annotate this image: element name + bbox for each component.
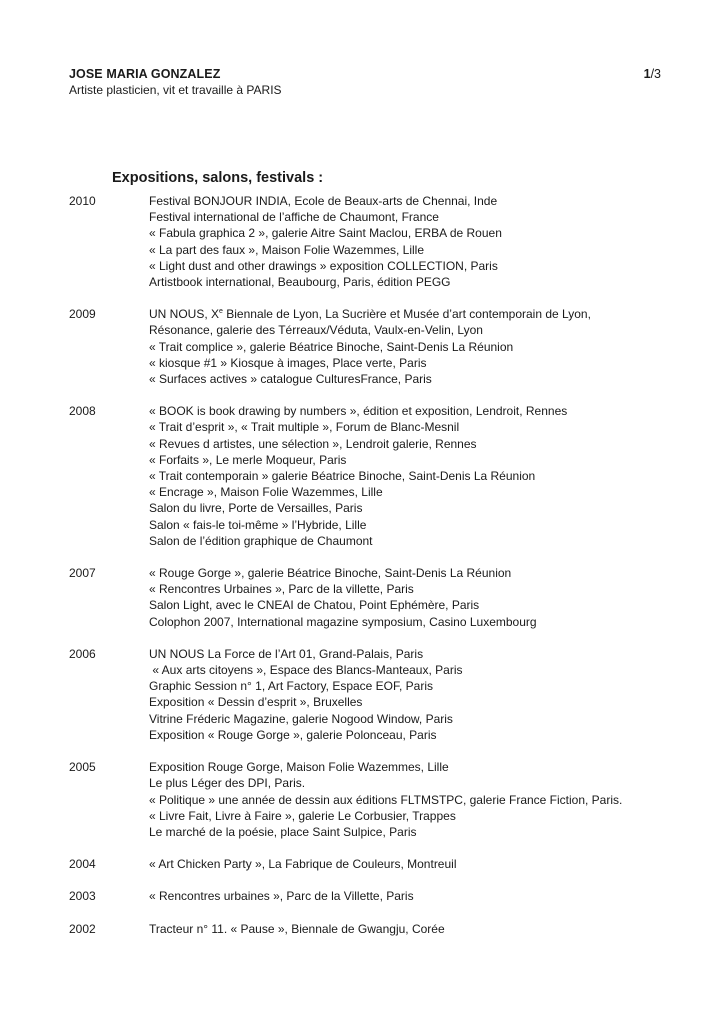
list-item: « Art Chicken Party », La Fabrique de Couleurs, Montreuil xyxy=(149,857,457,872)
artist-name: JOSE MARIA GONZALEZ xyxy=(69,67,221,81)
year-block-2006 xyxy=(69,646,669,743)
list-item: UN NOUS La Force de l’Art 01, Grand-Palais, Paris xyxy=(149,646,424,661)
superscript: e xyxy=(219,308,223,316)
list-item: « Revues d artistes, une sélection », Lendroit galerie, Rennes xyxy=(149,436,477,451)
list-item: Festival BONJOUR INDIA, Ecole de Beaux-arts de Chennai, Inde xyxy=(149,194,498,208)
year-block-2002 xyxy=(69,921,669,937)
list-item: Festival international de l’affiche de Chaumont, France xyxy=(149,210,439,225)
list-item: Salon du livre, Porte de Versailles, Paris xyxy=(149,501,363,516)
list-item: « Livre Fait, Livre à Faire », galerie Le Corbusier, Trappes xyxy=(149,808,456,823)
page-number xyxy=(644,66,661,82)
list-item: Salon Light, avec le CNEAI de Chatou, Point Ephémère, Paris xyxy=(149,598,480,613)
list-item: « Light dust and other drawings » exposition COLLECTION, Paris xyxy=(149,258,498,273)
year-label: 2004 xyxy=(69,857,96,872)
year-label: 2002 xyxy=(69,921,96,936)
list-item: « kiosque #1 » Kiosque à images, Place verte, Paris xyxy=(149,355,427,370)
list-item: Le marché de la poésie, place Saint Sulpice, Paris xyxy=(149,824,417,839)
year-label: 2010 xyxy=(69,194,96,208)
list-item: « Rencontres urbaines », Parc de la Villette, Paris xyxy=(149,889,414,904)
list-item: « Trait d’esprit », « Trait multiple », Forum de Blanc-Mesnil xyxy=(149,420,460,435)
list-item: Artistbook international, Beaubourg, Paris, édition PEGG xyxy=(149,275,451,290)
list-item: Exposition « Dessin d’esprit », Bruxelles xyxy=(149,695,363,710)
year-label: 2007 xyxy=(69,566,96,581)
year-block-2007 xyxy=(69,565,669,630)
list-item: Le plus Léger des DPI, Paris. xyxy=(149,776,306,791)
list-item: Résonance, galerie des Térreaux/Véduta, Vaulx-en-Velin, Lyon xyxy=(149,323,483,338)
list-item: Graphic Session n° 1, Art Factory, Espace EOF, Paris xyxy=(149,679,434,694)
year-label: 2008 xyxy=(69,404,96,419)
page-current: 1 xyxy=(643,67,651,81)
list-item: Salon « fais-le toi-même » l’Hybride, Lille xyxy=(149,517,367,532)
list-item-prefix: UN NOUS, X xyxy=(149,307,220,322)
list-item: Exposition Rouge Gorge, Maison Folie Wazemmes, Lille xyxy=(149,760,449,775)
list-item: « Rencontres Urbaines », Parc de la villette, Paris xyxy=(149,582,414,597)
page-total: /3 xyxy=(650,67,661,81)
year-block-2003 xyxy=(69,888,669,904)
list-item: « Surfaces actives » catalogue CulturesFrance, Paris xyxy=(149,372,432,387)
list-item: Tracteur n° 11. « Pause », Biennale de Gwangju, Corée xyxy=(149,921,445,936)
year-block-2004 xyxy=(69,856,669,872)
list-item: « Trait contemporain » galerie Béatrice Binoche, Saint-Denis La Réunion xyxy=(149,469,536,484)
list-item: « Aux arts citoyens », Espace des Blancs-Manteaux, Paris xyxy=(149,663,463,678)
year-label: 2006 xyxy=(69,646,96,661)
list-item: « BOOK is book drawing by numbers », édition et exposition, Lendroit, Rennes xyxy=(149,404,568,419)
list-item: « Trait complice », galerie Béatrice Binoche, Saint-Denis La Réunion xyxy=(149,339,514,354)
list-item: « Forfaits », Le merle Moqueur, Paris xyxy=(149,452,347,467)
list-item: Salon de l’édition graphique de Chaumont xyxy=(149,533,373,548)
list-item: Vitrine Fréderic Magazine, galerie Nogood Window, Paris xyxy=(149,711,453,726)
year-label: 2009 xyxy=(69,307,96,322)
list-item-text: Biennale de Lyon, La Sucrière et Musée d’art contemporain de Lyon, xyxy=(226,307,591,322)
list-item: « Encrage », Maison Folie Wazemmes, Lille xyxy=(149,485,383,500)
list-item: Colophon 2007, International magazine symposium, Casino Luxembourg xyxy=(149,614,537,629)
list-item: « La part des faux », Maison Folie Wazemmes, Lille xyxy=(149,242,425,257)
year-block-2010 xyxy=(69,193,669,290)
exhibition-list xyxy=(69,193,669,953)
list-item xyxy=(149,306,669,322)
year-label: 2003 xyxy=(69,889,96,904)
document-header xyxy=(69,66,661,98)
list-item: « Politique » une année de dessin aux éditions FLTMSTPC, galerie France Fiction, Paris. xyxy=(149,792,623,807)
year-label: 2005 xyxy=(69,760,96,775)
artist-subtitle: Artiste plasticien, vit et travaille à PARIS xyxy=(69,83,282,97)
list-item: « Fabula graphica 2 », galerie Aitre Saint Maclou, ERBA de Rouen xyxy=(149,226,502,241)
year-block-2005 xyxy=(69,759,669,840)
list-item: « Rouge Gorge », galerie Béatrice Binoche, Saint-Denis La Réunion xyxy=(149,566,512,581)
list-item: Exposition « Rouge Gorge », galerie Polonceau, Paris xyxy=(149,727,437,742)
year-block-2009 xyxy=(69,306,669,387)
year-block-2008 xyxy=(69,403,669,549)
section-title: Expositions, salons, festivals : xyxy=(112,170,324,186)
